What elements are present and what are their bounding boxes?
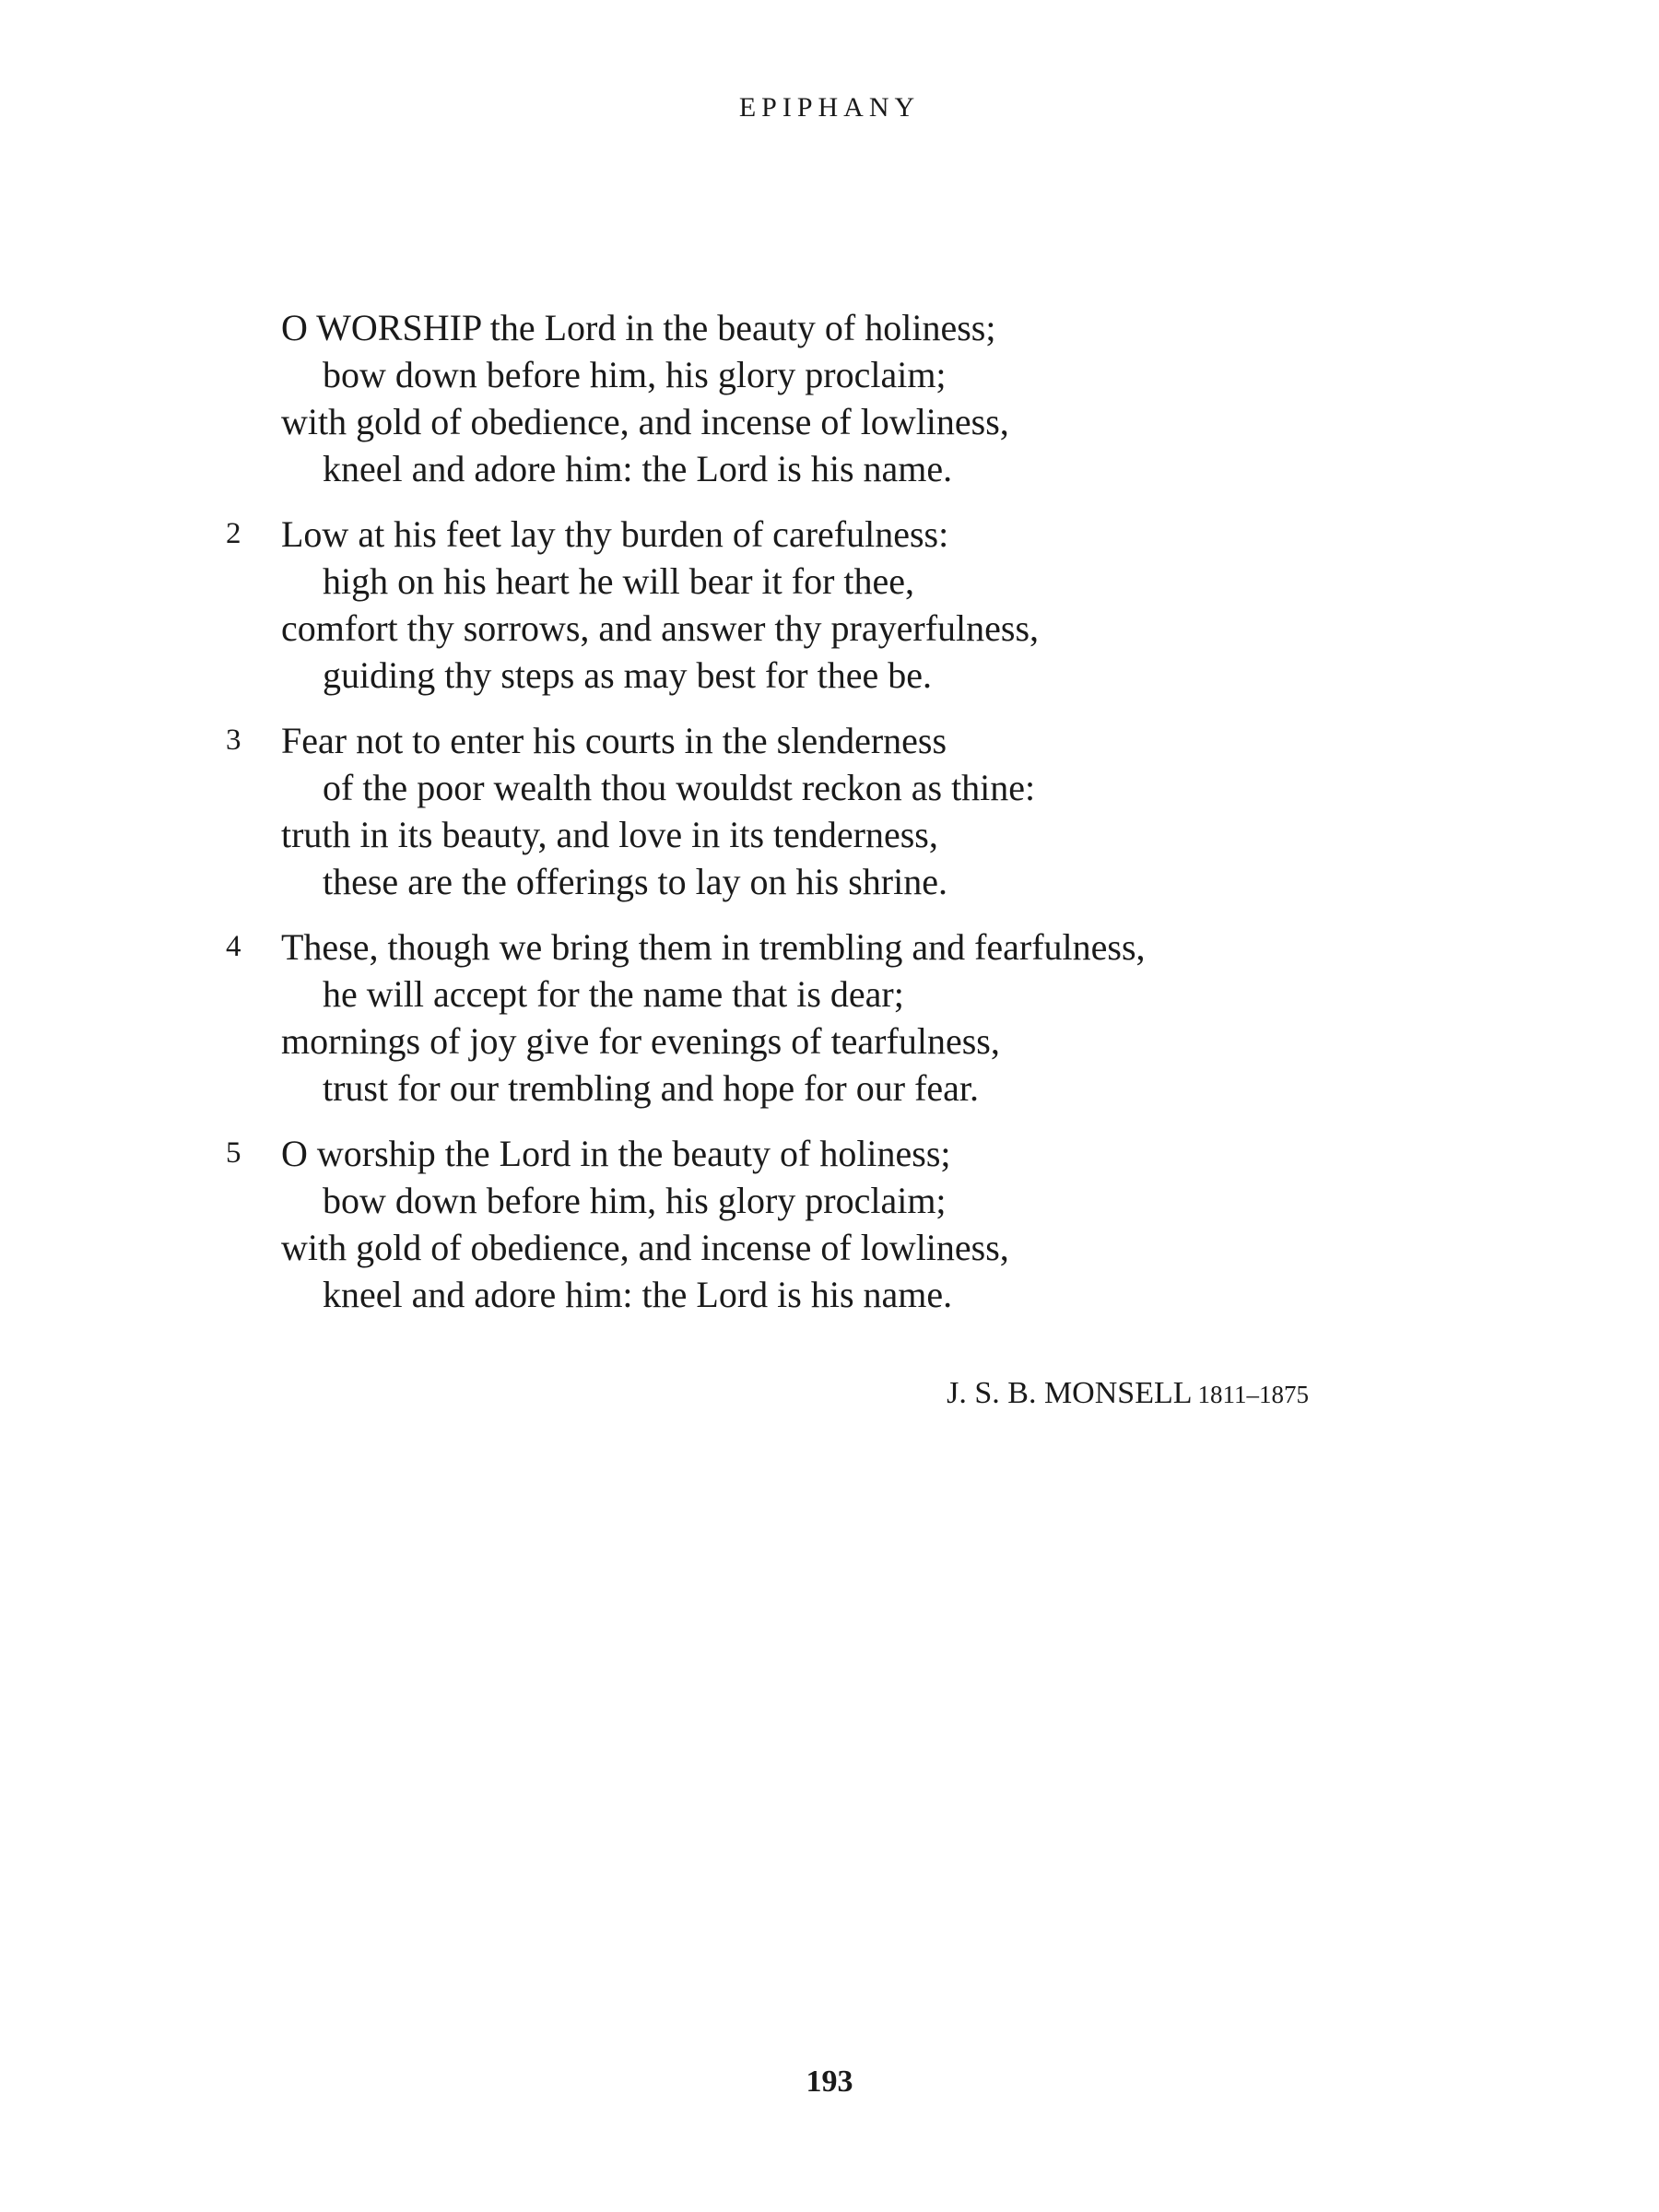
author-dates: 1811–1875 bbox=[1197, 1381, 1309, 1408]
verse-line: kneel and adore him: the Lord is his name. bbox=[323, 448, 953, 489]
verse-line: with gold of obedience, and incense of lowliness, bbox=[281, 401, 1009, 442]
hymn-text bbox=[226, 304, 1387, 1336]
verse-line: bow down before him, his glory proclaim; bbox=[323, 354, 947, 395]
verse-line: truth in its beauty, and love in its tenderness, bbox=[281, 814, 938, 855]
verse-line: O worship the Lord in the beauty of holiness; bbox=[281, 1133, 951, 1174]
running-head: EPIPHANY bbox=[738, 92, 921, 123]
verse-line: Fear not to enter his courts in the slenderness bbox=[281, 720, 947, 761]
verse-number: 3 bbox=[226, 724, 241, 757]
verse-line: trust for our trembling and hope for our fear. bbox=[323, 1067, 980, 1109]
author-name: J. S. B. MONSELL bbox=[947, 1376, 1193, 1410]
verse-5 bbox=[226, 1130, 1387, 1318]
verse-4 bbox=[226, 924, 1387, 1112]
verse-line: he will accept for the name that is dear; bbox=[323, 973, 904, 1015]
verse-line: guiding thy steps as may best for thee be. bbox=[323, 654, 932, 696]
verse-1 bbox=[281, 304, 1387, 492]
verse-line: of the poor wealth thou wouldst reckon as thine: bbox=[323, 767, 1036, 808]
verse-number: 2 bbox=[226, 517, 241, 550]
verse-line: high on his heart he will bear it for thee, bbox=[323, 560, 915, 602]
verse-line: these are the offerings to lay on his shrine. bbox=[323, 861, 947, 902]
verse-2 bbox=[226, 511, 1387, 699]
attribution bbox=[947, 1376, 1309, 1411]
verse-line: Low at his feet lay thy burden of carefulness: bbox=[281, 513, 949, 555]
verse-line: comfort thy sorrows, and answer thy prayerfulness, bbox=[281, 607, 1040, 649]
verse-number: 4 bbox=[226, 930, 241, 963]
verse-line: kneel and adore him: the Lord is his name. bbox=[323, 1274, 953, 1315]
verse-3 bbox=[226, 717, 1387, 905]
verse-line: These, though we bring them in trembling and fearfulness, bbox=[281, 926, 1146, 968]
verse-number: 5 bbox=[226, 1136, 241, 1170]
verse-line: mornings of joy give for evenings of tearfulness, bbox=[281, 1020, 1000, 1062]
verse-line: bow down before him, his glory proclaim; bbox=[323, 1180, 947, 1221]
page-number: 193 bbox=[806, 2065, 853, 2099]
verse-line: O WORSHIP the Lord in the beauty of holiness; bbox=[281, 307, 996, 348]
verse-line: with gold of obedience, and incense of lowliness, bbox=[281, 1227, 1009, 1268]
